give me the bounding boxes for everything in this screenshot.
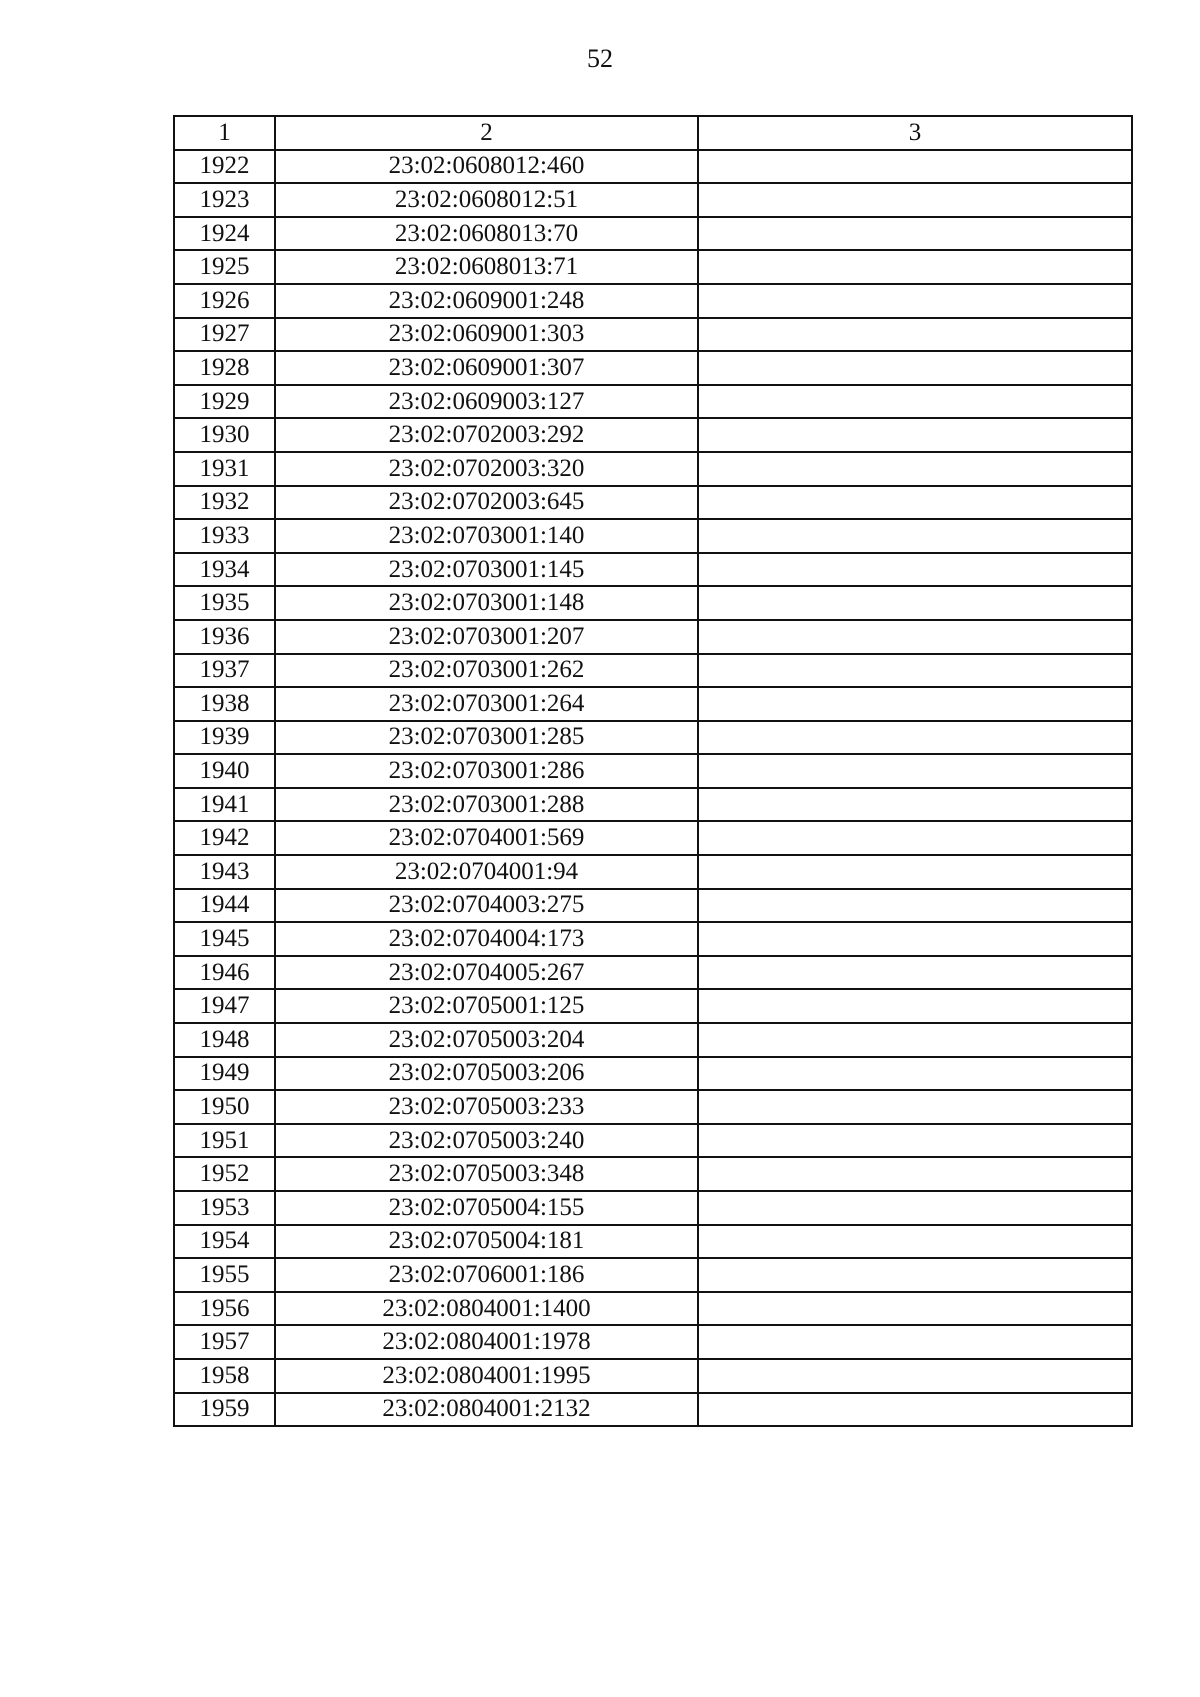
note-cell [698,855,1132,889]
page-number: 52 [587,44,613,73]
cadastral-number-cell: 23:02:0705004:181 [275,1225,698,1259]
cadastral-number-cell: 23:02:0704001:569 [275,821,698,855]
table-row [174,1090,1132,1124]
table-row [174,486,1132,520]
note-cell [698,486,1132,520]
table-body [174,150,1132,1427]
header-col-2: 2 [275,116,698,150]
note-cell [698,821,1132,855]
row-number-cell: 1951 [174,1124,275,1158]
cadastral-number-cell: 23:02:0804001:2132 [275,1393,698,1427]
row-number-cell: 1933 [174,519,275,553]
cadastral-number-cell: 23:02:0703001:148 [275,586,698,620]
cadastral-number-cell: 23:02:0704003:275 [275,889,698,923]
row-number-cell: 1928 [174,351,275,385]
note-cell [698,1023,1132,1057]
row-number-cell: 1946 [174,956,275,990]
cadastral-number-cell: 23:02:0608013:71 [275,250,698,284]
note-cell [698,1225,1132,1259]
table-row [174,1057,1132,1091]
note-cell [698,385,1132,419]
table-row [174,1124,1132,1158]
row-number-cell: 1943 [174,855,275,889]
note-cell [698,318,1132,352]
note-cell [698,922,1132,956]
table-row [174,989,1132,1023]
table-row [174,1258,1132,1292]
row-number-cell: 1954 [174,1225,275,1259]
row-number-cell: 1926 [174,284,275,318]
row-number-cell: 1950 [174,1090,275,1124]
cadastral-number-cell: 23:02:0703001:285 [275,721,698,755]
table-row [174,620,1132,654]
table-row [174,519,1132,553]
row-number-cell: 1952 [174,1157,275,1191]
row-number-cell: 1953 [174,1191,275,1225]
table-row [174,183,1132,217]
row-number-cell: 1957 [174,1325,275,1359]
note-cell [698,889,1132,923]
table-row [174,1325,1132,1359]
cadastral-number-cell: 23:02:0804001:1400 [275,1292,698,1326]
table-row [174,788,1132,822]
cadastral-number-cell: 23:02:0608013:70 [275,217,698,251]
row-number-cell: 1955 [174,1258,275,1292]
header-col-1: 1 [174,116,275,150]
row-number-cell: 1939 [174,721,275,755]
cadastral-number-cell: 23:02:0702003:292 [275,418,698,452]
table-row [174,150,1132,184]
cadastral-number-cell: 23:02:0703001:264 [275,687,698,721]
note-cell [698,989,1132,1023]
row-number-cell: 1942 [174,821,275,855]
row-number-cell: 1934 [174,553,275,587]
table-row [174,452,1132,486]
table-row [174,1359,1132,1393]
table-row [174,250,1132,284]
table-row [174,318,1132,352]
row-number-cell: 1959 [174,1393,275,1427]
note-cell [698,519,1132,553]
table-row [174,889,1132,923]
row-number-cell: 1931 [174,452,275,486]
table-row [174,754,1132,788]
row-number-cell: 1947 [174,989,275,1023]
note-cell [698,654,1132,688]
cadastral-number-cell: 23:02:0706001:186 [275,1258,698,1292]
cadastral-number-cell: 23:02:0702003:645 [275,486,698,520]
table-row [174,1191,1132,1225]
row-number-cell: 1937 [174,654,275,688]
note-cell [698,250,1132,284]
note-cell [698,418,1132,452]
cadastral-number-cell: 23:02:0705003:204 [275,1023,698,1057]
cadastral-number-cell: 23:02:0609003:127 [275,385,698,419]
row-number-cell: 1956 [174,1292,275,1326]
cadastral-number-cell: 23:02:0703001:262 [275,654,698,688]
cadastral-number-cell: 23:02:0804001:1978 [275,1325,698,1359]
table-row [174,855,1132,889]
cadastral-number-cell: 23:02:0702003:320 [275,452,698,486]
note-cell [698,1359,1132,1393]
row-number-cell: 1948 [174,1023,275,1057]
note-cell [698,1258,1132,1292]
cadastral-number-cell: 23:02:0705001:125 [275,989,698,1023]
cadastral-number-cell: 23:02:0705003:348 [275,1157,698,1191]
table-row [174,553,1132,587]
note-cell [698,788,1132,822]
table-row [174,1023,1132,1057]
table-row [174,284,1132,318]
cadastral-number-cell: 23:02:0705003:206 [275,1057,698,1091]
table-row [174,1393,1132,1427]
table-row [174,654,1132,688]
table-row [174,956,1132,990]
row-number-cell: 1925 [174,250,275,284]
cadastral-number-cell: 23:02:0704005:267 [275,956,698,990]
note-cell [698,1157,1132,1191]
row-number-cell: 1938 [174,687,275,721]
row-number-cell: 1922 [174,150,275,184]
note-cell [698,1090,1132,1124]
note-cell [698,452,1132,486]
row-number-cell: 1941 [174,788,275,822]
table-row [174,1225,1132,1259]
row-number-cell: 1945 [174,922,275,956]
row-number-cell: 1936 [174,620,275,654]
cadastral-number-cell: 23:02:0609001:303 [275,318,698,352]
table-row [174,586,1132,620]
cadastral-number-cell: 23:02:0704004:173 [275,922,698,956]
note-cell [698,956,1132,990]
cadastral-number-cell: 23:02:0703001:286 [275,754,698,788]
note-cell [698,586,1132,620]
cadastral-number-cell: 23:02:0609001:307 [275,351,698,385]
header-col-3: 3 [698,116,1132,150]
row-number-cell: 1924 [174,217,275,251]
note-cell [698,183,1132,217]
note-cell [698,284,1132,318]
note-cell [698,754,1132,788]
table-row [174,351,1132,385]
table-row [174,1157,1132,1191]
cadastral-number-cell: 23:02:0804001:1995 [275,1359,698,1393]
note-cell [698,1191,1132,1225]
note-cell [698,351,1132,385]
note-cell [698,1292,1132,1326]
row-number-cell: 1958 [174,1359,275,1393]
note-cell [698,217,1132,251]
row-number-cell: 1940 [174,754,275,788]
row-number-cell: 1923 [174,183,275,217]
cadastral-number-cell: 23:02:0703001:207 [275,620,698,654]
note-cell [698,553,1132,587]
cadastral-number-cell: 23:02:0704001:94 [275,855,698,889]
note-cell [698,620,1132,654]
cadastral-number-cell: 23:02:0609001:248 [275,284,698,318]
cadastral-number-cell: 23:02:0705003:233 [275,1090,698,1124]
cadastral-number-cell: 23:02:0703001:288 [275,788,698,822]
cadastral-number-cell: 23:02:0608012:51 [275,183,698,217]
table-row [174,687,1132,721]
table-row [174,418,1132,452]
table-row [174,217,1132,251]
table-row [174,721,1132,755]
cadastral-number-cell: 23:02:0608012:460 [275,150,698,184]
cadastral-number-cell: 23:02:0705003:240 [275,1124,698,1158]
header-row [174,116,1132,150]
row-number-cell: 1929 [174,385,275,419]
note-cell [698,1057,1132,1091]
row-number-cell: 1944 [174,889,275,923]
note-cell [698,1124,1132,1158]
note-cell [698,721,1132,755]
note-cell [698,687,1132,721]
row-number-cell: 1935 [174,586,275,620]
row-number-cell: 1930 [174,418,275,452]
table-row [174,1292,1132,1326]
cadastral-table [173,115,1133,1427]
table-row [174,922,1132,956]
row-number-cell: 1932 [174,486,275,520]
cadastral-number-cell: 23:02:0703001:140 [275,519,698,553]
note-cell [698,1393,1132,1427]
row-number-cell: 1927 [174,318,275,352]
table-row [174,385,1132,419]
row-number-cell: 1949 [174,1057,275,1091]
note-cell [698,150,1132,184]
table-header [174,116,1132,150]
cadastral-number-cell: 23:02:0705004:155 [275,1191,698,1225]
table-row [174,821,1132,855]
cadastral-number-cell: 23:02:0703001:145 [275,553,698,587]
note-cell [698,1325,1132,1359]
